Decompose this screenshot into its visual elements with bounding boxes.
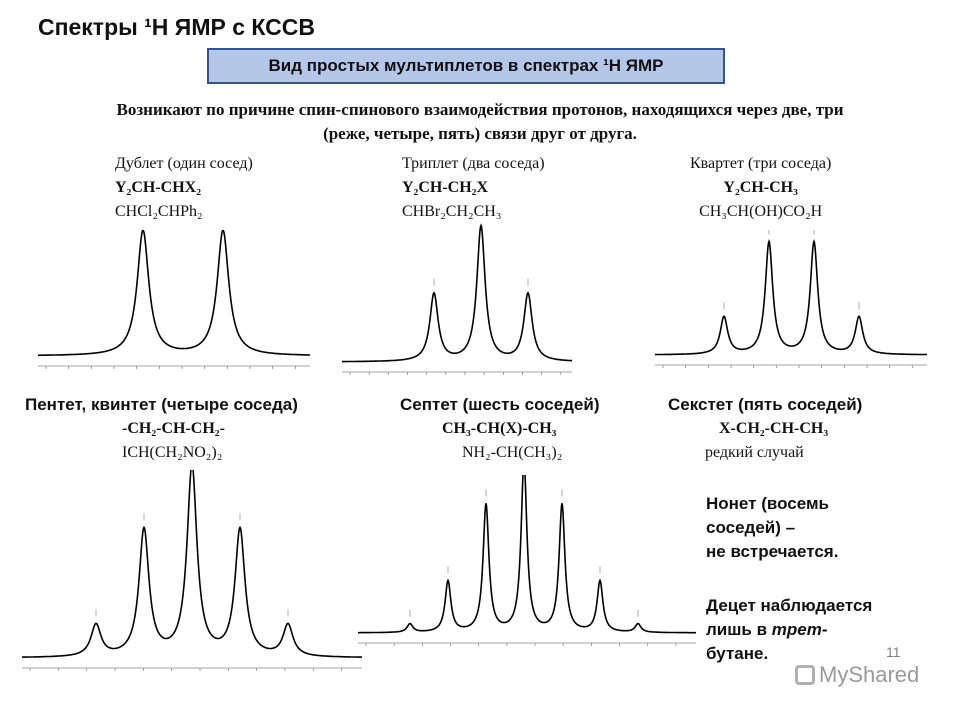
page-number: 11 <box>886 644 901 660</box>
septet-spectrum <box>358 475 696 685</box>
spectrum-line <box>655 241 927 354</box>
section-banner: Вид простых мультиплетов в спектрах ¹Н ЯМР <box>207 48 725 84</box>
sextet-formula: X-CH₂-CH-CH₃ редкий случай <box>705 420 829 461</box>
pentet-formula: -CH₂-CH-CH₂- ICH(CH₂NO₂)₂ <box>122 420 225 461</box>
quartet-label: Квартет (три соседа) Y₂CH-CH₃ CH₃CH(OH)CO₂H <box>690 155 832 220</box>
nonet-note: Нонет (восемь соседей) – не встречается. <box>706 494 839 561</box>
slide-title: Спектры ¹Н ЯМР с КССВ <box>38 14 315 40</box>
triplet-label: Триплет (два соседа) Y₂CH-CH₂X CHBr₂CH₂CH₃ <box>402 155 545 220</box>
watermark-logo: MyShared <box>795 662 919 688</box>
doublet-label: Дублет (один сосед) Y₂CH-CHX₂ CHCl₂CHPh₂ <box>115 155 253 220</box>
pentet-name: Пентет, квинтет (четыре соседа) <box>25 395 298 414</box>
decet-note: Децет наблюдается лишь в трет- бутане. <box>706 596 873 663</box>
spectrum-line <box>342 226 572 362</box>
sextet-name: Секстет (пять соседей) <box>668 395 863 414</box>
septet-name: Септет (шесть соседей) <box>400 395 600 414</box>
intro-text: Возникают по причине спин-спинового взаимодействия протонов, находящихся через две, три (реже, четыре, пять) связи друг от друга. <box>116 100 844 143</box>
triplet-spectrum <box>342 222 572 387</box>
doublet-spectrum <box>38 230 310 378</box>
quartet-spectrum <box>655 230 927 378</box>
spectrum-line <box>358 475 696 633</box>
pentet-spectrum <box>22 470 362 685</box>
spectrum-line <box>38 230 310 355</box>
septet-formula: CH₃-CH(X)-CH₃ NH₂-CH(CH₃)₂ <box>442 420 563 461</box>
spectrum-line <box>22 470 362 657</box>
logo-icon <box>795 665 815 685</box>
